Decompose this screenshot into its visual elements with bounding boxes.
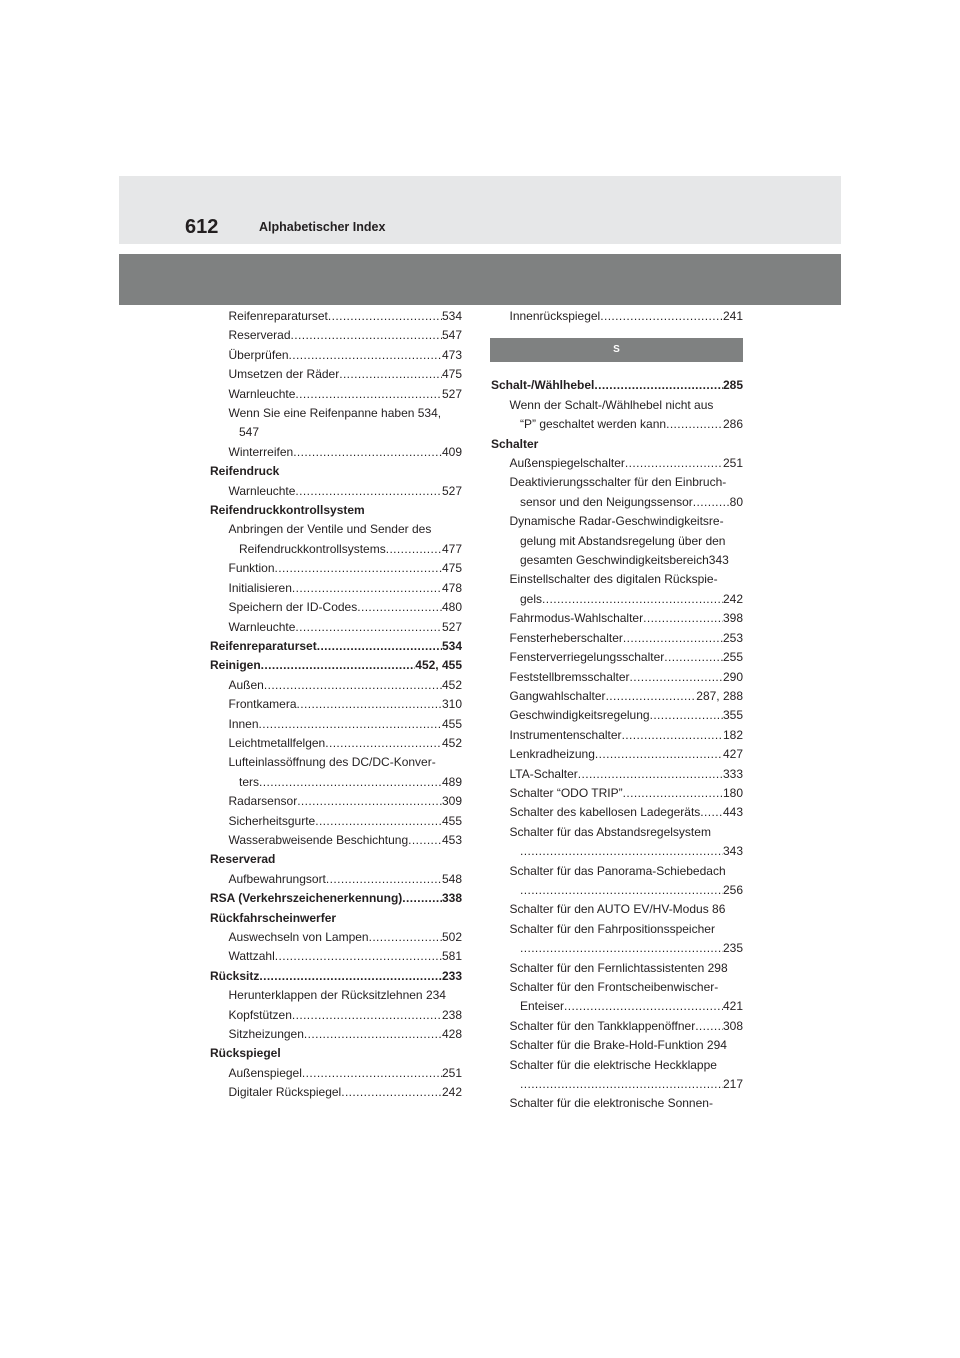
entry-page: 235 <box>722 941 743 956</box>
index-entry <box>210 520 462 539</box>
entry-page: 80 <box>729 494 743 509</box>
index-entry <box>210 676 462 695</box>
leader-dots <box>369 928 442 947</box>
index-entry-continuation <box>491 881 743 900</box>
entry-text: Überprüfen <box>228 347 289 362</box>
entry-text: Reifendruckkontrollsystem <box>210 503 365 518</box>
index-entry-continuation <box>491 590 743 609</box>
leader-dots <box>594 376 723 395</box>
index-entry <box>491 900 743 919</box>
entry-page: 255 <box>722 650 743 665</box>
index-entry <box>210 307 462 326</box>
index-entry <box>210 986 462 1005</box>
index-entry-continuation <box>210 423 462 442</box>
entry-text: Dynamische Radar-Geschwindigkeitsre- <box>509 514 724 529</box>
entry-page: 428 <box>441 1027 462 1042</box>
entry-text: Winterreifen <box>228 444 294 459</box>
entry-text: Außen <box>228 677 264 692</box>
entry-page: 251 <box>722 456 743 471</box>
entry-text: Frontkamera <box>228 697 297 712</box>
index-entry <box>210 1006 462 1025</box>
entry-text: Speichern der ID-Codes <box>228 600 358 615</box>
entry-text: Lufteinlassöffnung des DC/DC-Konver- <box>228 755 436 770</box>
entry-text: Gangwahlschalter <box>509 688 606 703</box>
leader-dots <box>326 870 442 889</box>
index-entry <box>491 687 743 706</box>
entry-page: 343 <box>722 844 743 859</box>
leader-dots <box>695 1017 723 1036</box>
index-entry <box>491 745 743 764</box>
index-entry <box>491 473 743 492</box>
entry-text: Warnleuchte <box>228 386 296 401</box>
index-entry <box>491 1017 743 1036</box>
entry-text: Anbringen der Ventile und Sender des <box>228 522 432 537</box>
leader-dots <box>520 1075 723 1094</box>
section-title: Alphabetischer Index <box>259 220 386 234</box>
entry-text: Schalter für den AUTO EV/HV-Modus 86 <box>509 902 726 917</box>
entry-text: Schalter für die Brake-Hold-Funktion 294 <box>509 1038 727 1053</box>
leader-dots <box>693 493 730 512</box>
entry-page: 290 <box>722 669 743 684</box>
entry-text: 547 <box>239 425 260 440</box>
entry-text: Sitzheizungen <box>228 1027 304 1042</box>
leader-dots <box>295 482 442 501</box>
entry-page: 478 <box>441 580 462 595</box>
entry-page: 286 <box>722 417 743 432</box>
index-entry-continuation <box>491 997 743 1016</box>
leader-dots <box>297 792 442 811</box>
index-entry <box>491 307 743 326</box>
leader-dots <box>700 803 723 822</box>
entry-text: Schalter “ODO TRIP” <box>509 785 623 800</box>
index-column-left <box>210 307 462 1103</box>
entry-page: 527 <box>441 386 462 401</box>
entry-page: 242 <box>722 591 743 606</box>
entry-text: Initialisieren <box>228 580 292 595</box>
leader-dots <box>315 812 442 831</box>
entry-text: Warnleuchte <box>228 619 296 634</box>
leader-dots <box>520 842 723 861</box>
header-band <box>119 176 841 244</box>
index-entry <box>491 396 743 415</box>
index-entry <box>210 812 462 831</box>
index-entry <box>210 947 462 966</box>
entry-text: Schalter für den Frontscheibenwischer- <box>509 980 719 994</box>
entry-text: Reifenreparaturset <box>228 309 328 323</box>
entry-page: 180 <box>722 785 743 800</box>
index-entry <box>210 326 462 345</box>
index-entry <box>491 765 743 784</box>
index-entry <box>210 598 462 617</box>
entry-text: Außenspiegelschalter <box>509 456 625 471</box>
index-entry <box>210 404 462 423</box>
entry-page: 547 <box>441 328 462 343</box>
leader-dots <box>291 326 442 345</box>
leader-dots <box>328 307 442 326</box>
entry-text: Reifendruckkontrollsystems <box>239 541 386 556</box>
index-entry <box>210 695 462 714</box>
leader-dots <box>261 656 416 675</box>
index-entry <box>210 385 462 404</box>
entry-page: 443 <box>722 805 743 820</box>
leader-dots <box>600 307 723 326</box>
leader-dots <box>317 637 442 656</box>
index-entry <box>210 1083 462 1102</box>
entry-text: Schalter für den Fahrpositionsspeicher <box>509 921 715 936</box>
entry-page: 238 <box>441 1007 462 1022</box>
index-entry <box>210 792 462 811</box>
entry-page: 453 <box>441 832 462 847</box>
index-entry <box>210 1025 462 1044</box>
entry-text: Wenn der Schalt-/Wählhebel nicht aus <box>509 397 714 412</box>
entry-text: LTA-Schalter <box>509 766 578 781</box>
leader-dots <box>606 687 697 706</box>
index-entry <box>491 920 743 939</box>
entry-page: 338 <box>441 891 462 906</box>
leader-dots <box>623 629 723 648</box>
leader-dots <box>402 889 442 908</box>
entry-page: 242 <box>441 1085 462 1100</box>
entry-page: 452 <box>441 677 462 692</box>
entry-text: Wattzahl <box>228 949 275 964</box>
entry-page: 475 <box>441 561 462 576</box>
index-entry <box>491 668 743 687</box>
entry-page: 182 <box>722 727 743 742</box>
entry-text: Digitaler Rückspiegel <box>228 1085 342 1100</box>
entry-page: 421 <box>722 999 743 1014</box>
index-entry <box>491 959 743 978</box>
entry-text: gels <box>520 591 543 606</box>
index-entry <box>491 1056 743 1075</box>
entry-text: Fahrmodus-Wahlschalter <box>509 611 644 626</box>
leader-dots <box>295 618 442 637</box>
leader-dots <box>292 579 442 598</box>
index-entry <box>491 454 743 473</box>
leader-dots <box>564 997 723 1016</box>
entry-page: 253 <box>722 630 743 645</box>
entry-page: 241 <box>722 309 743 323</box>
index-entry <box>491 609 743 628</box>
leader-dots <box>259 715 442 734</box>
entry-text: Schalter für das Abstandsregelsystem <box>509 824 711 839</box>
entry-page: 534 <box>441 309 462 323</box>
index-entry <box>210 656 462 675</box>
index-column-right <box>491 307 743 1114</box>
entry-page: 581 <box>441 949 462 964</box>
leader-dots <box>275 947 442 966</box>
header-dark-bar <box>119 254 841 305</box>
index-entry <box>491 648 743 667</box>
index-entry <box>491 862 743 881</box>
leader-dots <box>650 706 723 725</box>
entry-text: Schalt-/Wählhebel <box>491 378 595 393</box>
index-entry <box>491 376 743 395</box>
index-entry <box>210 365 462 384</box>
leader-dots <box>275 559 442 578</box>
index-entry <box>210 462 462 481</box>
entry-page: 527 <box>441 483 462 498</box>
index-entry-continuation <box>491 493 743 512</box>
leader-dots <box>357 598 442 617</box>
leader-dots <box>520 939 723 958</box>
entry-text: Lenkradheizung <box>509 747 595 762</box>
entry-page: 308 <box>722 1018 743 1033</box>
entry-text: Einstellschalter des digitalen Rückspie- <box>509 572 718 587</box>
index-entry <box>491 512 743 531</box>
index-entry-continuation <box>491 415 743 434</box>
leader-dots <box>341 1083 442 1102</box>
entry-text: Enteiser <box>520 999 565 1014</box>
index-entry <box>210 831 462 850</box>
index-entry <box>210 559 462 578</box>
leader-dots <box>625 454 723 473</box>
entry-text: Innenrückspiegel <box>509 309 601 323</box>
index-entry <box>491 1036 743 1055</box>
index-entry <box>210 443 462 462</box>
entry-text: Herunterklappen der Rücksitzlehnen 234 <box>228 988 446 1003</box>
letter-heading-s: S <box>490 338 743 362</box>
entry-text: Leichtmetallfelgen <box>228 735 326 750</box>
entry-page: 534 <box>441 638 462 653</box>
leader-dots <box>302 1064 442 1083</box>
entry-page: 310 <box>441 697 462 712</box>
index-entry <box>491 629 743 648</box>
index-entry <box>210 870 462 889</box>
entry-text: Reifenreparaturset <box>210 638 317 653</box>
index-entry <box>210 928 462 947</box>
entry-text: Umsetzen der Räder <box>228 367 340 382</box>
entry-text: Geschwindigkeitsregelung <box>509 708 650 723</box>
index-entry <box>491 1094 743 1113</box>
entry-page: 477 <box>441 541 462 556</box>
leader-dots <box>259 967 442 986</box>
entry-text: Wasserabweisende Beschichtung <box>228 832 409 847</box>
index-entry-continuation <box>491 939 743 958</box>
entry-text: ters <box>239 774 260 789</box>
entry-page: 452, 455 <box>415 658 462 673</box>
entry-text: Rücksitz <box>210 968 260 983</box>
index-entry <box>210 501 462 520</box>
entry-text: gesamten Geschwindigkeitsbereich343 <box>520 553 729 568</box>
index-entry <box>210 753 462 772</box>
entry-text: Innen <box>228 716 259 731</box>
entry-page: 502 <box>441 930 462 944</box>
entry-text: “P” geschaltet werden kann <box>520 417 667 432</box>
entry-page: 309 <box>441 794 462 809</box>
leader-dots <box>259 773 442 792</box>
entry-page: 489 <box>441 774 462 789</box>
entry-page: 452 <box>441 735 462 750</box>
entry-text: Schalter des kabellosen Ladegeräts <box>509 805 701 820</box>
index-entry <box>491 570 743 589</box>
index-entry-continuation <box>491 842 743 861</box>
leader-dots <box>292 1006 442 1025</box>
index-entry <box>210 482 462 501</box>
leader-dots <box>664 648 723 667</box>
leader-dots <box>666 415 723 434</box>
entry-text: Sicherheitsgurte <box>228 813 316 828</box>
index-entry <box>210 1064 462 1083</box>
entry-text: Schalter für den Tankklappenöffner <box>509 1018 696 1033</box>
leader-dots <box>297 695 442 714</box>
entry-text: Wenn Sie eine Reifenpanne haben 534, <box>228 406 442 421</box>
leader-dots <box>339 365 442 384</box>
index-entry <box>210 579 462 598</box>
leader-dots <box>643 609 723 628</box>
index-entry <box>491 435 743 454</box>
entry-page: 475 <box>441 367 462 382</box>
entry-text: Schalter für die elektronische Sonnen- <box>509 1096 713 1111</box>
entry-text: gelung mit Abstandsregelung über den <box>520 533 726 548</box>
index-entry <box>491 706 743 725</box>
entry-text: Schalter für den Fernlichtassistenten 298 <box>509 960 728 975</box>
index-entry <box>210 734 462 753</box>
index-entry <box>210 889 462 908</box>
entry-text: Außenspiegel <box>228 1065 302 1080</box>
entry-text: Schalter für die elektrische Heckklappe <box>509 1057 717 1072</box>
entry-page: 233 <box>441 968 462 983</box>
index-entry-continuation <box>491 532 743 551</box>
entry-page: 409 <box>441 444 462 459</box>
entry-text: Aufbewahrungsort <box>228 871 326 886</box>
entry-text: Reifendruck <box>210 464 280 479</box>
index-entry <box>491 726 743 745</box>
leader-dots <box>622 726 723 745</box>
index-entry <box>210 346 462 365</box>
leader-dots <box>408 831 442 850</box>
entry-page: 455 <box>441 813 462 828</box>
entry-page: 355 <box>722 708 743 723</box>
entry-text: Fensterverriegelungsschalter <box>509 650 665 665</box>
leader-dots <box>264 676 442 695</box>
entry-text: Radarsensor <box>228 794 298 809</box>
leader-dots <box>630 668 723 687</box>
leader-dots <box>293 443 442 462</box>
index-entry <box>210 850 462 869</box>
leader-dots <box>325 734 442 753</box>
index-entry <box>491 978 743 997</box>
leader-dots <box>595 745 723 764</box>
entry-page: 398 <box>722 611 743 626</box>
entry-page: 455 <box>441 716 462 731</box>
entry-text: Schalter für das Panorama-Schiebedach <box>509 863 726 878</box>
leader-dots <box>304 1025 442 1044</box>
entry-text: Auswechseln von Lampen <box>228 930 369 944</box>
entry-page: 473 <box>441 347 462 362</box>
entry-text: RSA (Verkehrszeichenerkennung) <box>210 891 403 906</box>
index-entry-continuation <box>210 773 462 792</box>
entry-text: Kopfstützen <box>228 1007 292 1022</box>
entry-text: Warnleuchte <box>228 483 296 498</box>
leader-dots <box>386 540 442 559</box>
entry-text: Reserverad <box>228 328 291 343</box>
entry-page: 548 <box>441 871 462 886</box>
entry-text: Feststellbremsschalter <box>509 669 630 684</box>
entry-text: Rückspiegel <box>210 1046 281 1061</box>
leader-dots <box>578 765 723 784</box>
entry-text: Schalter <box>491 436 539 451</box>
leader-dots <box>295 385 442 404</box>
entry-page: 480 <box>441 600 462 615</box>
leader-dots <box>623 784 723 803</box>
entry-text: Reserverad <box>210 852 276 867</box>
page-number: 612 <box>185 216 219 238</box>
entry-text: Funktion <box>228 561 275 576</box>
index-entry <box>210 715 462 734</box>
index-entry <box>491 784 743 803</box>
entry-page: 251 <box>441 1065 462 1080</box>
entry-text: Reinigen <box>210 658 261 673</box>
entry-page: 217 <box>722 1077 743 1092</box>
entry-page: 333 <box>722 766 743 781</box>
index-entry-continuation <box>491 551 743 570</box>
index-entry-continuation <box>491 1075 743 1094</box>
index-entry <box>491 823 743 842</box>
entry-text: sensor und den Neigungssensor <box>520 494 693 509</box>
entry-page: 256 <box>722 882 743 897</box>
leader-dots <box>289 346 442 365</box>
index-entry <box>210 1044 462 1063</box>
entry-text: Instrumentenschalter <box>509 727 622 742</box>
entry-page: 287, 288 <box>696 688 743 703</box>
index-entry-continuation <box>210 540 462 559</box>
entry-page: 527 <box>441 619 462 634</box>
entry-page: 427 <box>722 747 743 762</box>
leader-dots <box>542 590 723 609</box>
index-entry <box>210 618 462 637</box>
index-entry <box>491 803 743 822</box>
index-entry <box>210 967 462 986</box>
entry-text: Fensterheberschalter <box>509 630 623 645</box>
entry-text: Rückfahrscheinwerfer <box>210 910 337 925</box>
index-entry <box>210 909 462 928</box>
leader-dots <box>520 881 723 900</box>
entry-text: Deaktivierungsschalter für den Einbruch- <box>509 475 727 490</box>
index-entry <box>210 637 462 656</box>
entry-page: 285 <box>722 378 743 393</box>
